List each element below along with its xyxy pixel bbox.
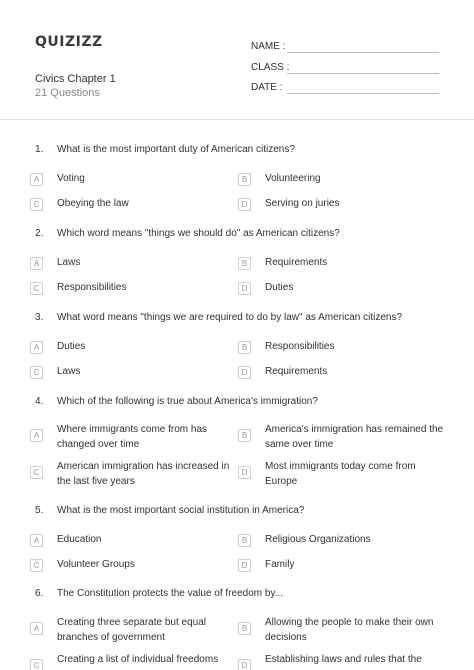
option-text: Laws <box>57 366 81 377</box>
option-text: Volunteering <box>265 173 321 184</box>
option-letter-box[interactable]: B <box>238 534 251 547</box>
question-number: 5. <box>35 505 44 516</box>
option-letter-box[interactable]: D <box>238 282 251 295</box>
question-text: Which word means "things we should do" as American citizens? <box>57 228 340 239</box>
option-letter-box[interactable]: A <box>30 429 43 442</box>
option-text: America's immigration has remained the <box>265 424 444 435</box>
option-text: American immigration has increased in <box>57 461 230 472</box>
option-text: branches of government <box>57 632 165 643</box>
question-text: What is the most important social institution in America? <box>57 505 305 516</box>
question-number: 3. <box>35 312 44 323</box>
option-letter-box[interactable]: A <box>30 257 43 270</box>
option-text: Responsibilities <box>57 282 127 293</box>
option-text: Laws <box>57 257 81 268</box>
class-label: CLASS : <box>251 62 290 73</box>
option-letter-box[interactable]: D <box>238 559 251 572</box>
option-text: Establishing laws and rules that the <box>265 654 422 665</box>
date-label: DATE : <box>251 82 283 93</box>
option-letter-box[interactable]: B <box>238 429 251 442</box>
question-number: 2. <box>35 228 44 239</box>
option-text: the last five years <box>57 476 135 487</box>
option-letter-box[interactable]: C <box>30 198 43 211</box>
name-label: NAME : <box>251 41 286 52</box>
option-text: Requirements <box>265 257 328 268</box>
question-count: 21 Questions <box>35 87 100 99</box>
option-text: Creating a list of individual freedoms <box>57 654 219 665</box>
option-letter-box[interactable]: B <box>238 257 251 270</box>
date-field[interactable] <box>287 93 439 94</box>
question-number: 1. <box>35 144 44 155</box>
option-letter-box[interactable]: D <box>238 198 251 211</box>
option-text: same over time <box>265 439 334 450</box>
question-text: The Constitution protects the value of freedom by... <box>57 588 284 599</box>
option-text: Most immigrants today come from <box>265 461 416 472</box>
option-text: Where immigrants come from has <box>57 424 208 435</box>
option-letter-box[interactable]: C <box>30 282 43 295</box>
option-text: Religious Organizations <box>265 534 371 545</box>
option-text: Duties <box>57 341 86 352</box>
option-text: Responsibilities <box>265 341 335 352</box>
option-text: Duties <box>265 282 294 293</box>
option-letter-box[interactable]: C <box>30 559 43 572</box>
question-text: What word means "things we are required to do by law" as American citizens? <box>57 312 403 323</box>
option-letter-box[interactable]: D <box>238 466 251 479</box>
question-number: 6. <box>35 588 44 599</box>
class-field[interactable] <box>287 73 439 74</box>
option-letter-box[interactable]: D <box>238 366 251 379</box>
worksheet-title: Civics Chapter 1 <box>35 73 116 85</box>
option-text: Volunteer Groups <box>57 559 135 570</box>
option-letter-box[interactable]: C <box>30 466 43 479</box>
option-text: Family <box>265 559 295 570</box>
name-field[interactable] <box>287 52 439 53</box>
question-number: 4. <box>35 396 44 407</box>
quizizz-logo: QUIZIZZ <box>35 34 103 50</box>
option-text: Obeying the law <box>57 198 129 209</box>
option-letter-box[interactable]: C <box>30 659 43 670</box>
option-text: Serving on juries <box>265 198 340 209</box>
option-text: Voting <box>57 173 85 184</box>
option-letter-box[interactable]: A <box>30 534 43 547</box>
option-text: Creating three separate but equal <box>57 617 206 628</box>
option-letter-box[interactable]: B <box>238 341 251 354</box>
option-text: Requirements <box>265 366 328 377</box>
option-letter-box[interactable]: C <box>30 366 43 379</box>
question-text: What is the most important duty of American citizens? <box>57 144 295 155</box>
option-text: Allowing the people to make their own <box>265 617 434 628</box>
worksheet-header <box>0 0 474 120</box>
option-text: Education <box>57 534 102 545</box>
option-letter-box[interactable]: A <box>30 341 43 354</box>
option-text: changed over time <box>57 439 140 450</box>
option-letter-box[interactable]: A <box>30 173 43 186</box>
option-text: decisions <box>265 632 307 643</box>
option-letter-box[interactable]: D <box>238 659 251 670</box>
option-text: Europe <box>265 476 298 487</box>
option-letter-box[interactable]: A <box>30 622 43 635</box>
question-text: Which of the following is true about America's immigration? <box>57 396 318 407</box>
option-letter-box[interactable]: B <box>238 173 251 186</box>
option-letter-box[interactable]: B <box>238 622 251 635</box>
